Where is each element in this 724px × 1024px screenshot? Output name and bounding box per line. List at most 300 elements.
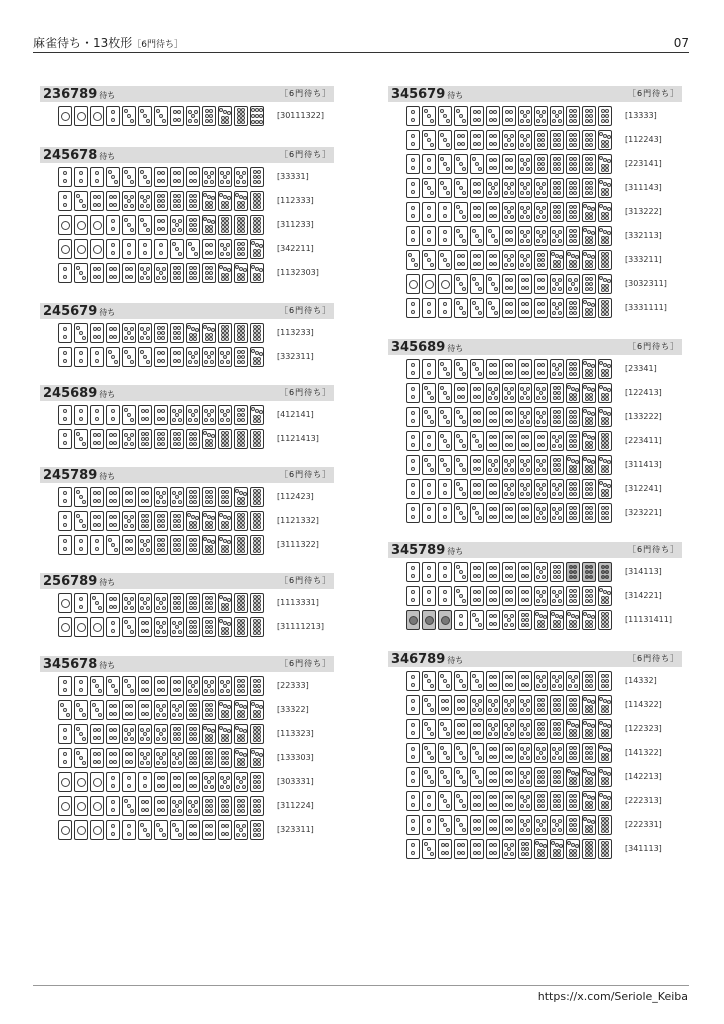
pip [510,492,514,496]
pip [494,459,498,463]
pip [411,238,415,242]
pip [82,204,86,208]
pip [82,761,86,765]
pip [555,594,559,598]
pip [109,704,113,708]
pip [141,417,145,421]
pin-tile-2 [74,347,88,367]
section-header [40,86,334,102]
pip [504,843,508,847]
pip [161,437,165,441]
pip [585,191,589,195]
pip [505,419,509,423]
pip [125,499,129,503]
pip [504,206,508,210]
pip [461,254,465,258]
pip [424,842,428,846]
pip [591,231,595,235]
pip [589,186,593,190]
pip [76,727,80,731]
pip [493,371,497,375]
pip [209,109,213,113]
pin-tile-6 [598,503,612,523]
pip [489,507,493,511]
pip [257,513,261,517]
pip [523,775,527,779]
pip [113,760,117,764]
pip [140,539,144,543]
pip [193,276,197,280]
pip [601,600,605,604]
pip [475,162,479,166]
pip [189,784,193,788]
pip [243,705,247,709]
pip [526,780,530,784]
pip [177,442,181,446]
pin-tile-7 [598,274,612,294]
pip [589,264,593,268]
pip [111,219,115,223]
pip [553,138,557,142]
pin-tile-2 [406,815,420,835]
pin-tile-4 [202,239,216,259]
pip [569,469,573,473]
pin-tile-3 [422,455,436,475]
pip [411,566,415,570]
pip [473,110,477,114]
pin-tile-1 [406,274,420,294]
pip [427,371,431,375]
pip [521,371,525,375]
pin-tile-4 [122,487,136,507]
pin-tile-2 [438,226,452,246]
pin-tile-5 [202,347,216,367]
pip [111,110,115,114]
pip [177,538,181,542]
pin-tile-5 [550,503,564,523]
pip [111,776,115,780]
pip [79,597,83,601]
pip [505,507,509,511]
pip [226,351,230,355]
pip [241,337,245,341]
section-tag: ［6門待ち］ [280,576,332,585]
pip [526,828,530,832]
pip [537,722,541,726]
pip [462,804,466,808]
pip [97,195,101,199]
pip [573,624,577,628]
pin-tile-3 [486,274,500,294]
pin-tile-1 [58,593,72,613]
pin-tile-5 [138,748,152,768]
pip [157,543,161,547]
pip [177,776,181,780]
pip [536,411,540,415]
pip [489,158,493,162]
pip [61,221,70,230]
pin-tile-1 [74,239,88,259]
pip [505,411,509,415]
pin-tile-6 [582,479,596,499]
pip [79,519,83,523]
hand-row [388,202,682,222]
pip [521,590,525,594]
pip [489,755,493,759]
pip [146,276,150,280]
pip [573,756,577,760]
pip [573,570,577,574]
pip [411,843,415,847]
pip [221,824,225,828]
wait-section [40,86,334,120]
pip [427,679,431,683]
pin-tile-5 [534,743,548,763]
pip [195,516,199,520]
pip [607,700,611,704]
pip [569,828,573,832]
pin-tile-7 [598,202,612,222]
pin-tile-6 [186,191,200,211]
pin-tile-1 [90,820,104,840]
section-title: 345689 待ち [391,340,464,355]
pin-tile-1 [58,215,72,235]
pip [462,575,466,579]
pip [205,276,209,280]
pip [569,181,573,185]
pip [558,444,562,448]
pip [605,757,609,761]
pip [494,191,498,195]
pip [585,186,589,190]
pip [140,728,144,732]
pip [510,143,514,147]
hand-row [388,839,682,859]
pip [427,795,431,799]
pip [504,191,508,195]
pin-tile-6 [202,487,216,507]
pin-tile-4 [486,250,500,270]
pip [541,775,545,779]
pip [178,491,182,495]
pip [477,827,481,831]
pip [493,483,497,487]
pin-tile-4 [470,815,484,835]
pip [130,442,134,446]
pip [552,483,556,487]
pin-tile-1 [74,772,88,792]
pin-tile-3 [470,226,484,246]
pip [493,803,497,807]
pip [223,413,227,417]
pip [193,500,197,504]
wait-section [388,86,682,312]
pin-tile-8 [598,250,612,270]
pip [424,698,428,702]
pip [552,828,556,832]
pip [130,597,134,601]
pip [542,684,546,688]
pip [209,119,213,123]
pip [457,699,461,703]
pip [585,167,589,171]
pip [173,688,177,692]
pip [430,420,434,424]
pip [443,238,447,242]
pip [145,442,149,446]
pin-tile-7 [234,191,248,211]
hand-pattern: [222313] [625,796,662,805]
pip [194,252,198,256]
pin-tile-6 [566,479,580,499]
pip [461,387,465,391]
pip [188,242,192,246]
pip [601,817,605,821]
pip [605,733,609,737]
pip [526,468,530,472]
pip [523,114,527,118]
section-tag: ［6門待ち］ [628,89,680,98]
pin-tile-7 [218,106,232,126]
pin-tile-6 [154,511,168,531]
pip [489,566,493,570]
hand-row [388,671,682,691]
pin-tile-2 [422,359,436,379]
pip [591,303,595,307]
pip [585,119,589,123]
pip [143,784,147,788]
pin-tile-4 [202,820,216,840]
pip [225,824,229,828]
pip [520,191,524,195]
pin-tile-4 [486,407,500,427]
pip [573,138,577,142]
pin-tile-6 [598,671,612,691]
pip [539,594,543,598]
pip [456,589,460,593]
pin-tile-3 [422,743,436,763]
pip [520,699,524,703]
pip [493,262,497,266]
pip [456,205,460,209]
pip [589,397,593,401]
pip [440,794,444,798]
pin-tile-4 [518,586,532,606]
pip [473,731,477,735]
pip [536,599,540,603]
pip [175,804,179,808]
pip [93,112,102,121]
pip [525,371,529,375]
pip [568,278,572,282]
pip [526,191,530,195]
hand-pattern: [33331] [277,172,309,181]
pin-tile-2 [90,347,104,367]
pip [61,112,70,121]
pip [521,618,525,622]
pip [209,630,213,634]
pin-tile-4 [486,202,500,222]
pip [127,251,131,255]
pip [157,437,161,441]
pin-tile-7 [202,535,216,555]
hand-pattern: [113233] [277,328,314,337]
pip [539,186,543,190]
pip [210,351,214,355]
pin-tile-7 [582,359,596,379]
pin-tile-7 [598,383,612,403]
pip [591,796,595,800]
pip [113,499,117,503]
pip [241,537,245,541]
pip [161,179,165,183]
pip [225,229,229,233]
pip [585,287,589,291]
pin-tile-6 [582,274,596,294]
pin-tile-3 [74,429,88,449]
pip [607,772,611,776]
pip [523,162,527,166]
pin-tile-7 [582,250,596,270]
pip [127,114,131,118]
pin-tile-5 [486,383,500,403]
pip [97,441,101,445]
pip [141,800,145,804]
pip [440,410,444,414]
pin-tile-6 [186,535,200,555]
pip [259,244,263,248]
pin-tile-3 [122,215,136,235]
hand-row [388,719,682,739]
pin-tile-4 [470,106,484,126]
pin-tile-4 [470,455,484,475]
pip [93,221,102,230]
pip [526,771,530,775]
pin-tile-6 [250,820,264,840]
pip [97,736,101,740]
pip [569,372,573,376]
pip [125,491,129,495]
pip [504,723,508,727]
pip [505,302,509,306]
pip [537,703,541,707]
pin-tile-1 [58,820,72,840]
pip [237,619,241,623]
pip [493,142,497,146]
pip [473,459,477,463]
pip [601,674,605,678]
pip [257,799,261,803]
pip [541,278,545,282]
pip [253,361,257,365]
pin-tile-6 [566,407,580,427]
pin-tile-2 [438,202,452,222]
pin-tile-3 [138,347,152,367]
pip [585,109,589,113]
pin-tile-4 [90,748,104,768]
pip [237,277,241,281]
pip [459,234,463,238]
pip [257,501,261,505]
pip [585,133,589,137]
pip [111,243,115,247]
pin-tile-2 [406,791,420,811]
pip [478,311,482,315]
pip [411,851,415,855]
pip [225,337,229,341]
pip [607,591,611,595]
pip [569,162,573,166]
pip [504,468,508,472]
pip [536,483,540,487]
pip [504,396,508,400]
pip [573,415,577,419]
pip [542,599,546,603]
pin-tile-3 [454,298,468,318]
pin-tile-5 [534,178,548,198]
pin-tile-4 [122,263,136,283]
pip [605,600,609,604]
pip [552,819,556,823]
pip [161,680,165,684]
pip [520,254,524,258]
pip [109,597,113,601]
pip [161,204,165,208]
pip [461,262,465,266]
pip [456,410,460,414]
pin-tile-5 [502,250,516,270]
pip [210,171,214,175]
pip [575,724,579,728]
pin-tile-8 [218,429,232,449]
hand-pattern: [311143] [625,183,662,192]
pin-tile-4 [138,405,152,425]
pip [226,776,230,780]
pip [93,736,97,740]
pip [493,507,497,511]
pip [493,491,497,495]
pip [585,756,589,760]
pip [605,684,609,688]
pip [585,216,589,220]
pin-tile-2 [58,535,72,555]
pip [237,513,241,517]
pin-tile-6 [202,796,216,816]
pin-tile-3 [422,671,436,691]
pip [555,823,559,827]
pin-tile-8 [234,535,248,555]
pip [520,182,524,186]
pip [477,419,481,423]
pip [173,336,177,340]
pip [541,167,545,171]
pip [124,679,128,683]
pip [257,726,261,730]
pip [253,513,257,517]
pip [427,847,431,851]
pin-tile-3 [422,250,436,270]
pip [553,703,557,707]
pin-tile-4 [486,106,500,126]
pin-tile-2 [154,239,168,259]
pip [585,397,589,401]
pip [510,623,514,627]
pip [177,194,181,198]
pip [111,251,115,255]
pip [510,396,514,400]
pip [542,411,546,415]
pip [459,439,463,443]
